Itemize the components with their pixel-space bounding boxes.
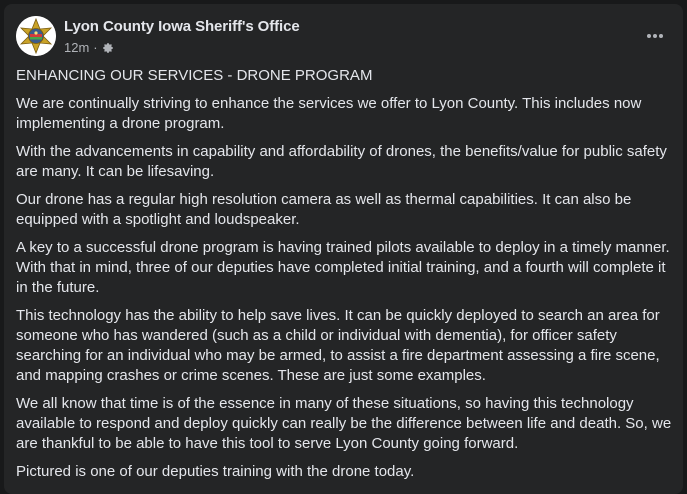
more-options-button[interactable]: [637, 18, 673, 54]
post-paragraph: We are continually striving to enhance the services we offer to Lyon County. This includes now implementing a drone program.: [16, 95, 642, 132]
post-paragraph: Pictured is one of our deputies training with the drone today.: [16, 463, 415, 480]
timestamp-link[interactable]: 12m: [64, 40, 90, 55]
post-text: [16, 66, 676, 490]
post-card: [4, 4, 683, 494]
more-horizontal-icon: [645, 26, 665, 46]
post-paragraph: A key to a successful drone program is having trained pilots available to deploy in a timely manner. With that in mind, three of our deputies have completed initial training, and a fourth will complete it in the future.: [16, 239, 670, 296]
post-meta: [64, 40, 114, 55]
post-paragraph: We all know that time is of the essence in many of these situations, so having this technology available to respond and deploy quickly can really be the difference between life and death. So, we are thankful to be able to have this tool to serve Lyon County going forward.: [16, 395, 672, 452]
page-name-link[interactable]: Lyon County Iowa Sheriff's Office: [64, 18, 300, 35]
post-paragraph: This technology has the ability to help save lives. It can be quickly deployed to search an area for someone who has wandered (such as a child or individual with dementia), for officer safety searching for an individual who may be armed, to assist a fire department assessing a fire scene, and mapping crashes or crime scenes. These are just some examples.: [16, 307, 660, 384]
post-paragraph: Our drone has a regular high resolution camera as well as thermal capabilities. It can also be equipped with a spotlight and loudspeaker.: [16, 191, 632, 228]
post-header: [4, 4, 683, 60]
avatar[interactable]: [16, 16, 56, 56]
meta-separator: ·: [93, 40, 98, 55]
sheriff-star-badge-icon: [16, 16, 56, 56]
post-paragraph: With the advancements in capability and affordability of drones, the benefits/value for public safety are many. It can be lifesaving.: [16, 143, 667, 180]
gear-icon[interactable]: [102, 42, 114, 54]
post-title: ENHANCING OUR SERVICES - DRONE PROGRAM: [16, 67, 373, 84]
